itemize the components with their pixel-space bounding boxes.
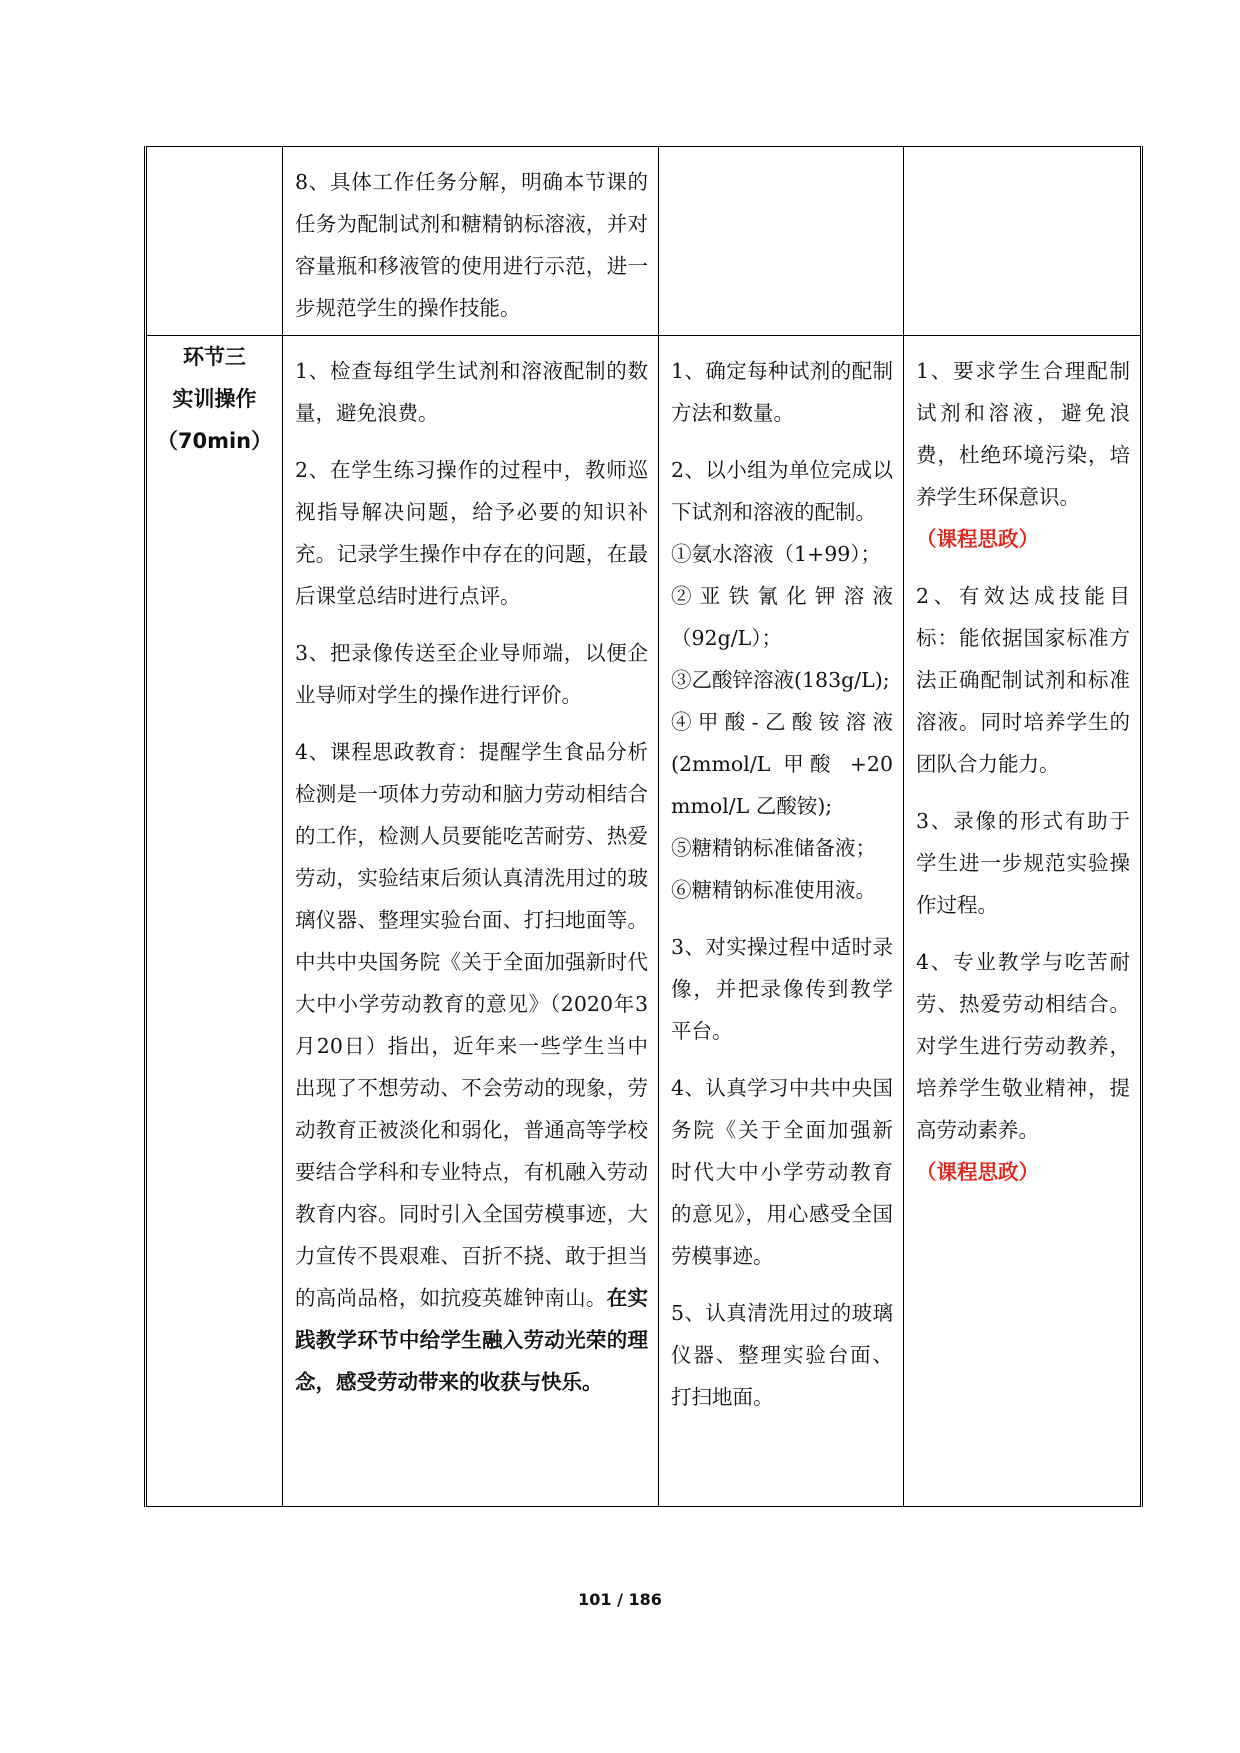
intent-item-3: 3、录像的形式有助于学生进一步规范实验操作过程。 [916,809,1130,917]
stage-number: 环节三 [183,345,246,369]
stage-duration: （70min） [156,429,273,453]
student-activity-cell-empty [659,147,904,336]
stage-cell-empty [146,147,283,336]
design-intent-cell [904,336,1142,1507]
intent-item-4: 4、专业教学与吃苦耐劳、热爱劳动相结合。对学生进行劳动教养，培养学生敬业精神，提高劳动素养。 [916,950,1130,1142]
teacher-item-2: 2、在学生练习操作的过程中，教师巡视指导解决问题，给予必要的知识补充。记录学生操作中存在的问题，在最后课堂总结时进行点评。 [295,458,648,608]
teacher-item-4-emphasis: 在实践教学环节中给学生融入劳动光荣的理念，感受劳动带来的收获与快乐。 [295,1286,648,1394]
list-item: ⑥糖精钠标准使用液。 [671,878,876,902]
teacher-item-8: 8、具体工作任务分解，明确本节课的任务为配制试剂和糖精钠标溶液，并对容量瓶和移液管的使用进行示范，进一步规范学生的操作技能。 [295,170,648,320]
ideology-tag: （课程思政） [916,1160,1039,1184]
ideology-tag: （课程思政） [916,527,1039,551]
teacher-item-1: 1、检查每组学生试剂和溶液配制的数量，避免浪费。 [295,359,648,425]
list-item: ⑤糖精钠标准储备液； [671,836,876,860]
teacher-item-3: 3、把录像传送至企业导师端，以便企业导师对学生的操作进行评价。 [295,641,648,707]
list-item: ③乙酸锌溶液(183g/L); [671,668,890,692]
list-item: ②亚铁氰化钾溶液（92g/L）； [671,584,893,650]
teacher-activity-cell [283,336,659,1507]
table-row [146,147,1142,336]
student-item-2: 2、以小组为单位完成以下试剂和溶液的配制。 [671,458,893,524]
teacher-item-4 [295,731,648,1403]
list-item: ①氨水溶液（1+99）； [671,542,882,566]
student-item-5: 5、认真清洗用过的玻璃仪器、整理实验台面、打扫地面。 [671,1301,893,1409]
intent-item-1: 1、要求学生合理配制试剂和溶液，避免浪费，杜绝环境污染，培养学生环保意识。 [916,359,1130,509]
intent-item-2: 2、有效达成技能目标：能依据国家标准方法正确配制试剂和标准溶液。同时培养学生的团队合力能力。 [916,584,1130,776]
student-item-4: 4、认真学习中共中央国务院《关于全面加强新时代大中小学劳动教育的意见》，用心感受全国劳模事迹。 [671,1076,893,1268]
list-item: ④甲酸-乙酸铵溶液(2mmol/L 甲酸 +20 mmol/L 乙酸铵); [671,710,893,818]
lesson-plan-table [144,146,1143,1507]
stage-title: 实训操作 [172,387,257,411]
student-item-1: 1、确定每种试剂的配制方法和数量。 [671,359,893,425]
stage-cell [146,336,283,1507]
design-intent-cell-empty [904,147,1142,336]
reagent-list [671,533,893,911]
teacher-activity-cell [283,147,659,336]
table-row [146,336,1142,1507]
teacher-item-4-text: 4、课程思政教育：提醒学生食品分析检测是一项体力劳动和脑力劳动相结合的工作，检测人员要能吃苦耐劳、热爱劳动，实验结束后须认真清洗用过的玻璃仪器、整理实验台面、打扫地面等。中共中央国务院《关于全面加强新时代大中小学劳动教育的意见》（2020年3月20日）指出，近年来一些学生当中出现了不想劳动、不会劳动的现象，劳动教育正被淡化和弱化，普通高等学校要结合学科和专业特点，有机融入劳动教育内容。同时引入全国劳模事迹，大力宣传不畏艰难、百折不挠、敢于担当的高尚品格，如抗疫英雄钟南山。 [295,740,648,1310]
page-number: 101 / 186 [578,1590,662,1609]
student-item-3: 3、对实操过程中适时录像，并把录像传到教学平台。 [671,935,893,1043]
student-activity-cell [659,336,904,1507]
